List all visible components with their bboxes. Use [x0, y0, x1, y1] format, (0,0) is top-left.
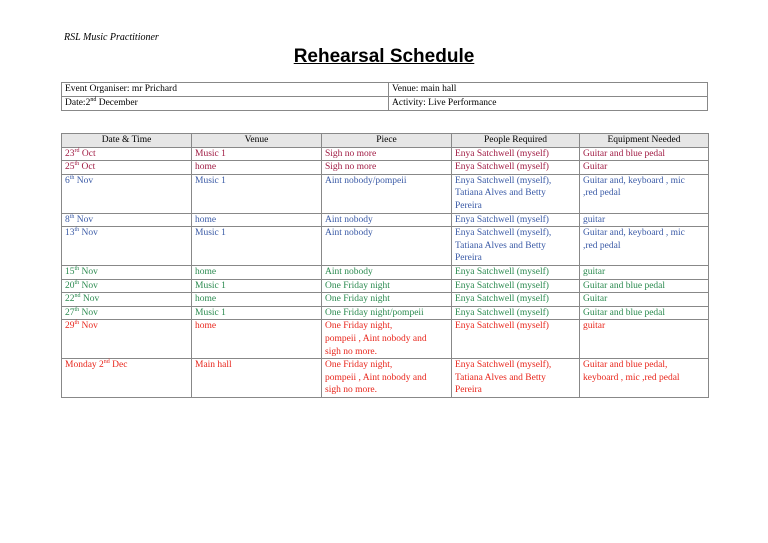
schedule-table — [61, 133, 709, 398]
date-text: Monday 2 — [65, 360, 104, 371]
equipment-cell: Guitar — [580, 293, 709, 307]
people-cell: Enya Satchwell (myself), Tatiana Alves and Betty Pereira — [452, 227, 580, 266]
date-month: Oct — [79, 162, 96, 173]
schedule-body — [62, 147, 709, 397]
table-row — [62, 306, 709, 320]
activity-cell: Activity: Live Performance — [389, 97, 708, 111]
date-month: Nov — [79, 321, 98, 332]
header-note: RSL Music Practitioner — [64, 32, 159, 43]
date-ordinal: th — [74, 306, 80, 313]
equipment-cell: Guitar and blue pedal — [580, 147, 709, 161]
equipment-cell: Guitar and, keyboard , mic ,red pedal — [580, 227, 709, 266]
date-prefix: Date:2 — [65, 98, 91, 108]
date-month: Nov — [79, 280, 98, 291]
table-row — [62, 227, 709, 266]
date-time-cell — [62, 227, 192, 266]
date-month: Nov — [79, 266, 98, 277]
venue-cell: Music 1 — [192, 227, 322, 266]
venue-cell: Music 1 — [192, 147, 322, 161]
date-text: 8 — [65, 214, 70, 225]
col-header-piece: Piece — [322, 134, 452, 148]
date-time-cell — [62, 265, 192, 279]
table-row — [62, 320, 709, 359]
venue-cell: Music 1 — [192, 279, 322, 293]
date-time-cell — [62, 320, 192, 359]
info-row — [62, 97, 708, 111]
date-suffix: December — [96, 98, 138, 108]
date-time-cell — [62, 279, 192, 293]
people-cell: Enya Satchwell (myself) — [452, 147, 580, 161]
date-text: 25 — [65, 162, 75, 173]
date-ordinal: th — [74, 161, 80, 168]
piece-cell: Aint nobody — [322, 265, 452, 279]
page-title: Rehearsal Schedule — [293, 46, 475, 67]
people-cell: Enya Satchwell (myself) — [452, 213, 580, 227]
date-sup: nd — [90, 97, 97, 103]
date-time-cell — [62, 147, 192, 161]
piece-cell: One Friday night, pompeii , Aint nobody and sigh no more. — [322, 320, 452, 359]
date-ordinal: th — [74, 265, 80, 272]
piece-cell: One Friday night/pompeii — [322, 306, 452, 320]
date-month: Oct — [79, 148, 96, 159]
date-time-cell — [62, 306, 192, 320]
col-header-equipment: Equipment Needed — [580, 134, 709, 148]
info-row — [62, 83, 708, 97]
date-time-cell — [62, 359, 192, 398]
date-time-cell — [62, 293, 192, 307]
col-header-people: People Required — [452, 134, 580, 148]
piece-cell: Sigh no more — [322, 161, 452, 175]
date-time-cell — [62, 161, 192, 175]
date-text: 20 — [65, 280, 75, 291]
date-text: 22 — [65, 294, 75, 305]
piece-cell: Aint nobody/pompeii — [322, 174, 452, 213]
venue-cell: home — [192, 161, 322, 175]
date-month: Nov — [80, 294, 100, 305]
people-cell: Enya Satchwell (myself), Tatiana Alves and Betty Pereira — [452, 174, 580, 213]
date-text: 23 — [65, 148, 75, 159]
table-row — [62, 147, 709, 161]
people-cell: Enya Satchwell (myself) — [452, 320, 580, 359]
people-cell: Enya Satchwell (myself) — [452, 265, 580, 279]
date-month: Nov — [74, 214, 94, 225]
venue-cell: Music 1 — [192, 306, 322, 320]
date-ordinal: nd — [74, 293, 81, 300]
date-ordinal: th — [74, 279, 80, 286]
equipment-cell: guitar — [580, 320, 709, 359]
venue-cell: Music 1 — [192, 174, 322, 213]
table-row — [62, 265, 709, 279]
equipment-cell: Guitar and blue pedal — [580, 306, 709, 320]
equipment-cell: Guitar and blue pedal, keyboard , mic ,red pedal — [580, 359, 709, 398]
venue-cell: Main hall — [192, 359, 322, 398]
date-ordinal: rd — [74, 147, 80, 154]
people-cell: Enya Satchwell (myself), Tatiana Alves and Betty Pereira — [452, 359, 580, 398]
venue-cell: home — [192, 293, 322, 307]
date-text: 15 — [65, 266, 75, 277]
col-header-venue: Venue — [192, 134, 322, 148]
equipment-cell: Guitar — [580, 161, 709, 175]
venue-cell: home — [192, 213, 322, 227]
table-row — [62, 161, 709, 175]
people-cell: Enya Satchwell (myself) — [452, 279, 580, 293]
table-row — [62, 213, 709, 227]
table-row — [62, 293, 709, 307]
date-text: 27 — [65, 307, 75, 318]
venue-cell: Venue: main hall — [389, 83, 708, 97]
date-time-cell — [62, 174, 192, 213]
date-ordinal: nd — [103, 359, 110, 366]
piece-cell: One Friday night, pompeii , Aint nobody and sigh no more. — [322, 359, 452, 398]
date-month: Dec — [109, 360, 128, 371]
people-cell: Enya Satchwell (myself) — [452, 161, 580, 175]
equipment-cell: guitar — [580, 213, 709, 227]
piece-cell: One Friday night — [322, 279, 452, 293]
piece-cell: Sigh no more — [322, 147, 452, 161]
date-time-cell — [62, 213, 192, 227]
venue-cell: home — [192, 320, 322, 359]
table-row — [62, 279, 709, 293]
people-cell: Enya Satchwell (myself) — [452, 293, 580, 307]
piece-cell: Aint nobody — [322, 213, 452, 227]
date-ordinal: th — [69, 174, 75, 181]
schedule-header-row — [62, 134, 709, 148]
equipment-cell: Guitar and, keyboard , mic ,red pedal — [580, 174, 709, 213]
date-month: Nov — [79, 228, 98, 239]
equipment-cell: guitar — [580, 265, 709, 279]
date-text: 6 — [65, 175, 70, 186]
organiser-cell: Event Organiser: mr Prichard — [62, 83, 389, 97]
date-ordinal: th — [74, 227, 80, 234]
table-row — [62, 174, 709, 213]
col-header-date: Date & Time — [62, 134, 192, 148]
date-month: Nov — [74, 175, 94, 186]
venue-cell: home — [192, 265, 322, 279]
event-info-table — [61, 82, 708, 111]
date-ordinal: th — [74, 320, 80, 327]
date-month: Nov — [79, 307, 98, 318]
date-text: 13 — [65, 228, 75, 239]
date-cell — [62, 97, 389, 111]
people-cell: Enya Satchwell (myself) — [452, 306, 580, 320]
date-ordinal: th — [69, 213, 75, 220]
table-row — [62, 359, 709, 398]
date-text: 29 — [65, 321, 75, 332]
piece-cell: One Friday night — [322, 293, 452, 307]
equipment-cell: Guitar and blue pedal — [580, 279, 709, 293]
piece-cell: Aint nobody — [322, 227, 452, 266]
